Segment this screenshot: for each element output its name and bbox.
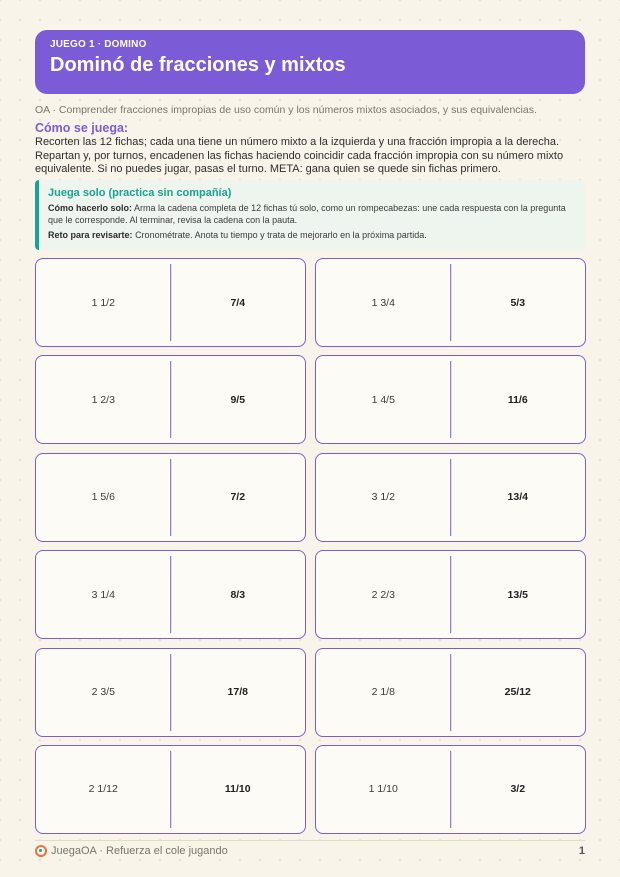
solo-play-box (35, 180, 585, 250)
improper-fraction: 11/10 (224, 783, 251, 796)
solo-challenge-label: Reto para revisarte: (48, 230, 133, 240)
page-footer (35, 843, 585, 859)
mixed-number: 2 1/8 (371, 686, 395, 699)
page-header (35, 30, 585, 94)
solo-how-label: Cómo hacerlo solo: (48, 203, 133, 213)
domino-tile[interactable] (315, 648, 586, 737)
mixed-number: 2 3/5 (91, 686, 115, 699)
domino-tile[interactable] (35, 745, 306, 834)
page-number: 1 (578, 845, 585, 857)
improper-fraction: 7/4 (230, 296, 246, 309)
domino-tile[interactable] (35, 453, 306, 542)
domino-tile[interactable] (35, 648, 306, 737)
mixed-number: 1 4/5 (371, 393, 395, 406)
domino-tile[interactable] (315, 550, 586, 639)
improper-fraction: 11/6 (507, 393, 528, 406)
improper-fraction: 13/4 (507, 491, 528, 504)
domino-tile[interactable] (35, 258, 306, 347)
improper-fraction: 17/8 (227, 686, 248, 699)
learning-objective: OA · Comprender fracciones impropias de uso común y los números mixtos asociados, y sus equivalencias. (35, 104, 537, 116)
tile-divider (450, 459, 452, 536)
solo-challenge-text: Cronométrate. Anota tu tiempo y trata de mejorarlo en la próxima partida. (135, 230, 427, 240)
solo-how-line (48, 202, 575, 226)
tile-divider (170, 556, 172, 633)
improper-fraction: 25/12 (504, 686, 531, 699)
domino-tile[interactable] (315, 745, 586, 834)
footer-brand: JuegaOA · Refuerza el cole jugando (51, 845, 228, 857)
domino-tile[interactable] (35, 355, 306, 444)
tile-divider (170, 264, 172, 341)
domino-tile[interactable] (315, 453, 586, 542)
how-to-heading: Cómo se juega: (35, 121, 129, 135)
how-to-body: Recorten las 12 fichas; cada una tiene un número mixto a la izquierda y una fracción impropia a la derecha. Repartan y, por turnos, encadenen las fichas haciendo coincidir cada fracción impropia con su número mixto equivalente. Si no puedes jugar, pasas el turno. META: gana quien se quede sin fichas primero. (35, 136, 564, 176)
mixed-number: 1 2/3 (91, 393, 115, 406)
page-title: Dominó de fracciones y mixtos (50, 54, 346, 76)
footer-divider (35, 840, 585, 841)
tile-divider (450, 361, 452, 438)
tile-divider (450, 556, 452, 633)
solo-title: Juega solo (practica sin compañía) (48, 187, 232, 199)
improper-fraction: 8/3 (230, 588, 246, 601)
mixed-number: 1 1/2 (91, 296, 115, 309)
mixed-number: 3 1/4 (91, 588, 115, 601)
tile-divider (170, 751, 172, 828)
solo-how-text: Arma la cadena completa de 12 fichas tú solo, como un rompecabezas: une cada respuesta con la pregunta que le corresponde. Al terminar, revisa la cadena con la pauta. (48, 203, 566, 225)
improper-fraction: 13/5 (507, 588, 528, 601)
tile-divider (450, 654, 452, 731)
mixed-number: 1 5/6 (91, 491, 115, 504)
brand-logo-icon (35, 845, 47, 857)
tile-divider (450, 751, 452, 828)
domino-tile[interactable] (35, 550, 306, 639)
mixed-number: 3 1/2 (371, 491, 395, 504)
domino-tile[interactable] (315, 355, 586, 444)
mixed-number: 2 1/12 (88, 783, 118, 796)
game-kicker: JUEGO 1 · DOMINO (50, 39, 147, 50)
tile-divider (170, 361, 172, 438)
tile-divider (170, 459, 172, 536)
mixed-number: 1 1/10 (368, 783, 398, 796)
improper-fraction: 9/5 (230, 393, 246, 406)
improper-fraction: 5/3 (510, 296, 526, 309)
solo-challenge-line (48, 229, 575, 241)
tile-divider (170, 654, 172, 731)
tile-divider (450, 264, 452, 341)
improper-fraction: 7/2 (230, 491, 246, 504)
domino-tile[interactable] (315, 258, 586, 347)
improper-fraction: 3/2 (510, 783, 526, 796)
mixed-number: 1 3/4 (371, 296, 395, 309)
domino-grid (35, 258, 586, 834)
mixed-number: 2 2/3 (371, 588, 395, 601)
